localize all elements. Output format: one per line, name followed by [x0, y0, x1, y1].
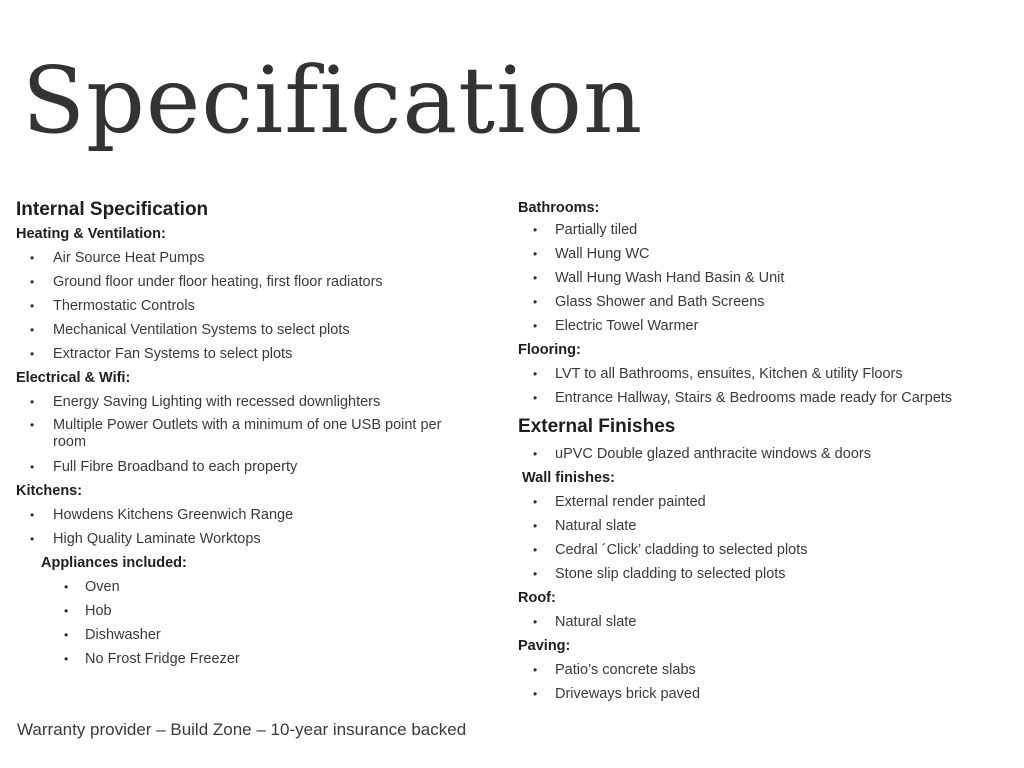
list-item: • Patio’s concrete slabs — [518, 658, 1008, 682]
list-item: • No Frost Fridge Freezer — [16, 647, 496, 671]
warranty-footer: Warranty provider – Build Zone – 10-year insurance backed — [17, 720, 467, 739]
list-item: • uPVC Double glazed anthracite windows & doors — [518, 442, 1008, 466]
flooring-list — [518, 362, 1008, 410]
list-item: • Full Fibre Broadband to each property — [16, 455, 496, 479]
flooring-label: Flooring: — [518, 342, 581, 358]
list-item: • Glass Shower and Bath Screens — [518, 290, 1008, 314]
appliances-label: Appliances included: — [41, 555, 187, 571]
list-item: • Wall Hung Wash Hand Basin & Unit — [518, 266, 1008, 290]
bathrooms-label: Bathrooms: — [518, 200, 600, 216]
list-item: • Thermostatic Controls — [16, 294, 496, 318]
list-item: • Electric Towel Warmer — [518, 314, 1008, 338]
page-title: Specification — [22, 47, 644, 154]
external-finishes-heading: External Finishes — [518, 416, 676, 437]
heating-ventilation-list — [16, 246, 496, 366]
list-item: • Natural slate — [518, 514, 1008, 538]
list-item: • Hob — [16, 599, 496, 623]
list-item: • High Quality Laminate Worktops — [16, 527, 496, 551]
left-column — [16, 198, 496, 671]
list-item: • Entrance Hallway, Stairs & Bedrooms made ready for Carpets — [518, 386, 1008, 410]
kitchens-list — [16, 503, 496, 551]
paving-label: Paving: — [518, 638, 571, 654]
list-item: • Natural slate — [518, 610, 1008, 634]
internal-spec-heading: Internal Specification — [16, 199, 209, 220]
list-item: • Oven — [16, 575, 496, 599]
list-item: • Partially tiled — [518, 218, 1008, 242]
list-item: • Driveways brick paved — [518, 682, 1008, 706]
external-finishes-list — [518, 442, 1008, 466]
list-item: • Mechanical Ventilation Systems to select plots — [16, 318, 496, 342]
list-item: • Multiple Power Outlets with a minimum of one USB point per room — [16, 414, 463, 455]
list-item: • Cedral ´Click’ cladding to selected plots — [518, 538, 1008, 562]
list-item: • Extractor Fan Systems to select plots — [16, 342, 496, 366]
appliances-list — [16, 575, 496, 671]
list-item: • Howdens Kitchens Greenwich Range — [16, 503, 496, 527]
list-item: • Stone slip cladding to selected plots — [518, 562, 1008, 586]
electrical-wifi-label: Electrical & Wifi: — [16, 370, 131, 386]
list-item: • Ground floor under floor heating, first floor radiators — [16, 270, 496, 294]
kitchens-label: Kitchens: — [16, 483, 83, 499]
wall-finishes-label: Wall finishes: — [522, 470, 615, 486]
list-item: • External render painted — [518, 490, 1008, 514]
roof-list — [518, 610, 1008, 634]
right-column — [518, 198, 1008, 706]
electrical-wifi-list — [16, 390, 496, 479]
list-item: • LVT to all Bathrooms, ensuites, Kitchen & utility Floors — [518, 362, 1008, 386]
heating-ventilation-label: Heating & Ventilation: — [16, 226, 166, 242]
roof-label: Roof: — [518, 590, 556, 606]
list-item: • Dishwasher — [16, 623, 496, 647]
list-item: • Air Source Heat Pumps — [16, 246, 496, 270]
list-item: • Wall Hung WC — [518, 242, 1008, 266]
list-item: • Energy Saving Lighting with recessed downlighters — [16, 390, 496, 414]
bathrooms-list — [518, 218, 1008, 338]
wall-finishes-list — [518, 490, 1008, 586]
paving-list — [518, 658, 1008, 706]
